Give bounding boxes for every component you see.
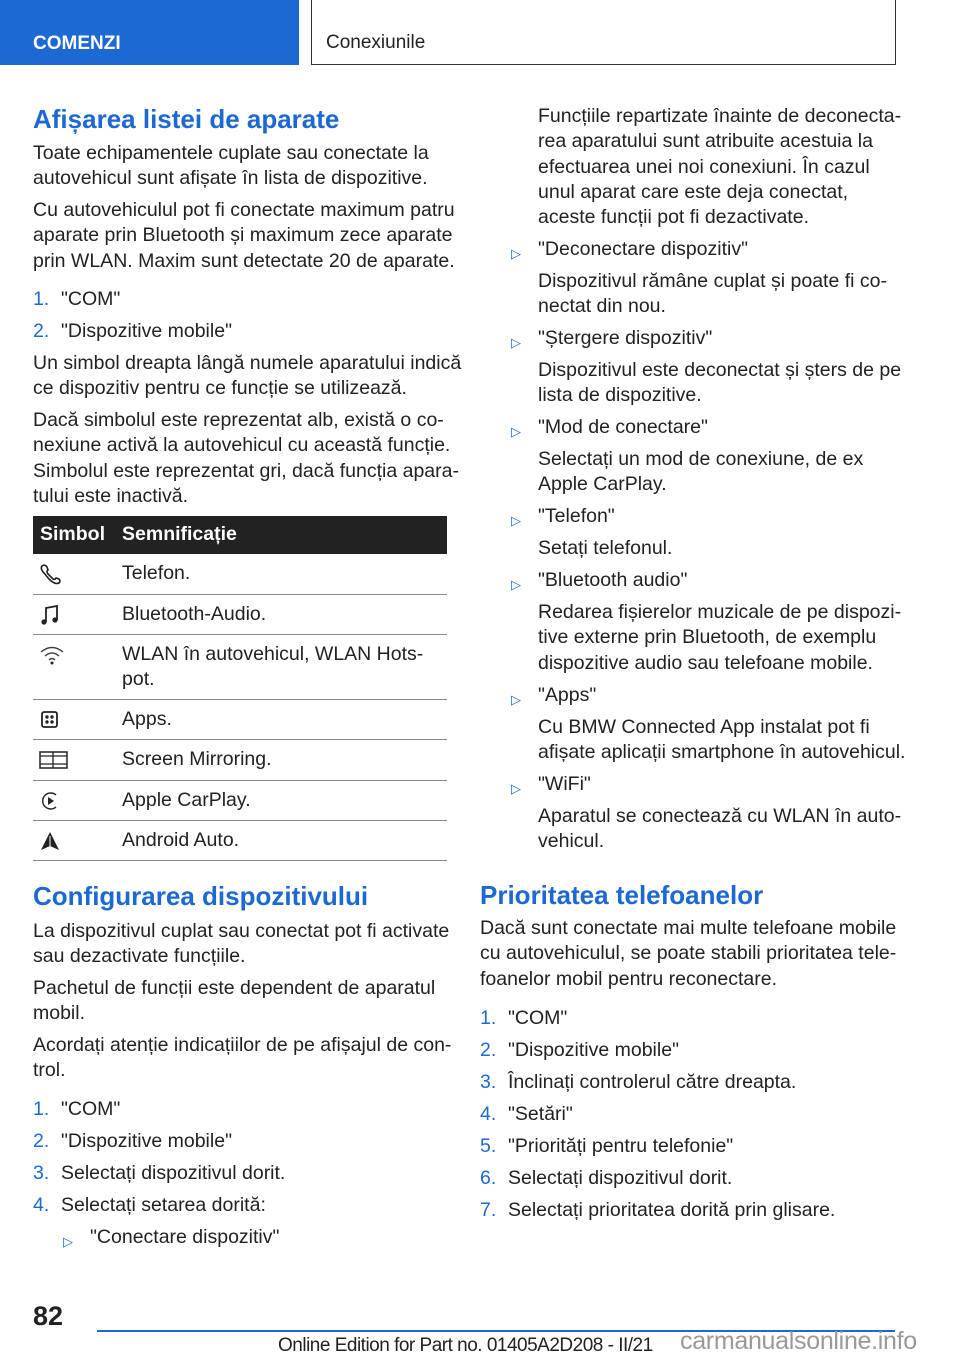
bullet-description: vehicul. <box>538 830 605 853</box>
bullet-triangle-icon: ▷ <box>63 1234 73 1249</box>
list-item: Selectați dispozitivul dorit. <box>508 1167 733 1189</box>
bullet-description: nectat din nou. <box>538 295 666 318</box>
bullet-triangle-icon: ▷ <box>511 424 521 439</box>
list-number: 1. <box>33 288 50 310</box>
section-heading: Afișarea listei de aparate <box>33 104 340 134</box>
carplay-icon <box>39 790 61 812</box>
table-row <box>33 700 447 740</box>
table-header: Simbol <box>33 516 115 554</box>
android-auto-icon <box>39 830 61 852</box>
phone-icon <box>39 563 63 585</box>
list-number: 3. <box>33 1162 50 1184</box>
bullet-description: Setați telefonul. <box>538 537 673 559</box>
list-item: "COM" <box>61 1098 121 1120</box>
bullet-description: Apple CarPlay. <box>538 473 667 496</box>
bullet-item: "Deconectare dispozitiv" <box>538 238 749 260</box>
page-number: 82 <box>33 1301 64 1331</box>
bullet-item: "Bluetooth audio" <box>538 569 688 591</box>
bullet-triangle-icon: ▷ <box>511 246 521 261</box>
paragraph-line: efectuarea unei noi conexiuni. În cazul <box>538 155 870 178</box>
bullet-triangle-icon: ▷ <box>511 513 521 528</box>
bullet-item: "Apps" <box>538 684 597 706</box>
list-number: 1. <box>33 1098 50 1120</box>
list-number: 2. <box>33 1130 50 1152</box>
bullet-triangle-icon: ▷ <box>511 577 521 592</box>
paragraph-line: Cu autovehiculul pot fi conectate maximum patru <box>33 199 455 221</box>
section-tab: COMENZI <box>0 0 299 65</box>
paragraph-line: unul aparat care este deja conectat, <box>538 180 849 203</box>
list-item: "Dispozitive mobile" <box>508 1039 679 1061</box>
list-number: 3. <box>480 1071 497 1093</box>
bullet-triangle-icon: ▷ <box>511 692 521 707</box>
table-header: Semnificație <box>115 516 447 554</box>
table-cell: Bluetooth-Audio. <box>115 594 447 634</box>
wifi-icon <box>39 644 65 666</box>
list-item: Înclinați controlerul către dreapta. <box>508 1071 797 1093</box>
bullet-item: "Telefon" <box>538 505 615 527</box>
list-item: "COM" <box>61 288 121 310</box>
list-item: "COM" <box>508 1007 568 1029</box>
bullet-item: "Mod de conectare" <box>538 416 708 438</box>
list-number: 4. <box>33 1194 50 1216</box>
list-number: 5. <box>480 1135 497 1157</box>
paragraph-line: aparate prin Bluetooth și maximum zece aparate <box>33 224 453 247</box>
bullet-item: "Ștergere dispozitiv" <box>538 327 713 349</box>
paragraph-line: autovehicul sunt afișate în lista de dispozitive. <box>33 167 428 190</box>
paragraph-line: Dacă sunt conectate mai multe telefoane mobile <box>480 917 897 939</box>
paragraph-line: foanelor mobil pentru reconectare. <box>480 967 778 990</box>
bullet-description: afișate aplicații smartphone în autovehicul. <box>538 741 906 764</box>
table-row <box>33 740 447 780</box>
apps-icon <box>39 709 61 731</box>
paragraph-line: La dispozitivul cuplat sau conectat pot fi activate <box>33 920 450 942</box>
paragraph-line: Dacă simbolul este reprezentat alb, există o co- <box>33 409 444 431</box>
paragraph-line: tului este inactivă. <box>33 484 189 507</box>
bullet-item: "Conectare dispozitiv" <box>90 1226 280 1248</box>
list-item: "Priorități pentru telefonie" <box>508 1135 734 1157</box>
bullet-description: Selectați un mod de conexiune, de ex <box>538 448 864 470</box>
table-cell: Apple CarPlay. <box>115 780 447 820</box>
table-cell: Android Auto. <box>115 820 447 860</box>
table-cell-line: pot. <box>122 667 155 690</box>
paragraph-line: rea aparatului sunt atribuite acestuia la <box>538 130 873 153</box>
list-item: "Setări" <box>508 1103 573 1125</box>
bullet-description: lista de dispozitive. <box>538 384 702 407</box>
bullet-description: Dispozitivul rămâne cuplat și poate fi co- <box>538 270 887 292</box>
bullet-item: "WiFi" <box>538 773 591 795</box>
paragraph-line: Simbolul este reprezentat gri, dacă funcția apara- <box>33 459 459 482</box>
paragraph-line: aceste funcții pot fi dezactivate. <box>538 206 809 229</box>
watermark: carmanualsonline.info <box>680 1327 917 1355</box>
list-number: 2. <box>33 320 50 342</box>
table-row <box>33 554 447 594</box>
table-row <box>33 780 447 820</box>
table-row <box>33 594 447 634</box>
list-item: Selectați prioritatea dorită prin glisare. <box>508 1199 836 1221</box>
list-item: Selectați setarea dorită: <box>61 1194 266 1216</box>
chapter-tab: Conexiunile <box>311 0 896 65</box>
list-number: 7. <box>480 1199 497 1221</box>
bullet-description: Cu BMW Connected App instalat pot fi <box>538 716 870 738</box>
table-cell-line: WLAN în autovehicul, WLAN Hots- <box>122 642 424 665</box>
paragraph-line: trol. <box>33 1059 66 1082</box>
symbol-table <box>33 516 447 861</box>
table-cell <box>115 634 447 699</box>
bullet-triangle-icon: ▷ <box>511 335 521 350</box>
bullet-triangle-icon: ▷ <box>511 781 521 796</box>
paragraph-line: Toate echipamentele cuplate sau conectate la <box>33 142 429 164</box>
bullet-description: dispozitive audio sau telefoane mobile. <box>538 651 873 674</box>
table-row <box>33 820 447 860</box>
bullet-description: Redarea fișierelor muzicale de pe dispozi- <box>538 601 902 623</box>
table-row <box>33 634 447 699</box>
paragraph-line: mobil. <box>33 1002 86 1025</box>
table-cell: Telefon. <box>115 554 447 594</box>
list-number: 1. <box>480 1007 497 1029</box>
paragraph-line: Acordați atenție indicațiilor de pe afișajul de con- <box>33 1034 452 1056</box>
section-heading: Prioritatea telefoanelor <box>480 880 764 910</box>
bullet-description: Aparatul se conectează cu WLAN în auto- <box>538 805 902 827</box>
bullet-description: tive externe prin Bluetooth, de exemplu <box>538 626 877 649</box>
table-cell: Apps. <box>115 700 447 740</box>
paragraph-line: Pachetul de funcții este dependent de aparatul <box>33 977 436 999</box>
paragraph-line: sau dezactivate funcțiile. <box>33 945 246 968</box>
paragraph-line: Funcțiile repartizate înainte de deconecta- <box>538 105 902 127</box>
paragraph-line: prin WLAN. Maxim sunt detectate 20 de aparate. <box>33 249 455 272</box>
list-item: "Dispozitive mobile" <box>61 320 232 342</box>
paragraph-line: ce dispozitiv pentru ce funcție se utilizează. <box>33 377 407 400</box>
paragraph-line: cu autovehiculul, se poate stabili prioritatea tele- <box>480 942 897 965</box>
paragraph-line: Un simbol dreapta lângă numele aparatului indică <box>33 352 462 374</box>
screen-mirroring-icon <box>39 749 69 771</box>
list-number: 4. <box>480 1103 497 1125</box>
edition-text: Online Edition for Part no. 01405A2D208 - II/21 <box>278 1335 653 1356</box>
list-number: 6. <box>480 1167 497 1189</box>
section-heading: Configurarea dispozitivului <box>33 881 369 911</box>
list-item: "Dispozitive mobile" <box>61 1130 232 1152</box>
list-item: Selectați dispozitivul dorit. <box>61 1162 286 1184</box>
table-cell: Screen Mirroring. <box>115 740 447 780</box>
list-number: 2. <box>480 1039 497 1061</box>
paragraph-line: nexiune activă la autovehicul cu această funcție. <box>33 434 451 457</box>
music-note-icon <box>39 604 61 626</box>
bullet-description: Dispozitivul este deconectat și șters de pe <box>538 359 902 381</box>
